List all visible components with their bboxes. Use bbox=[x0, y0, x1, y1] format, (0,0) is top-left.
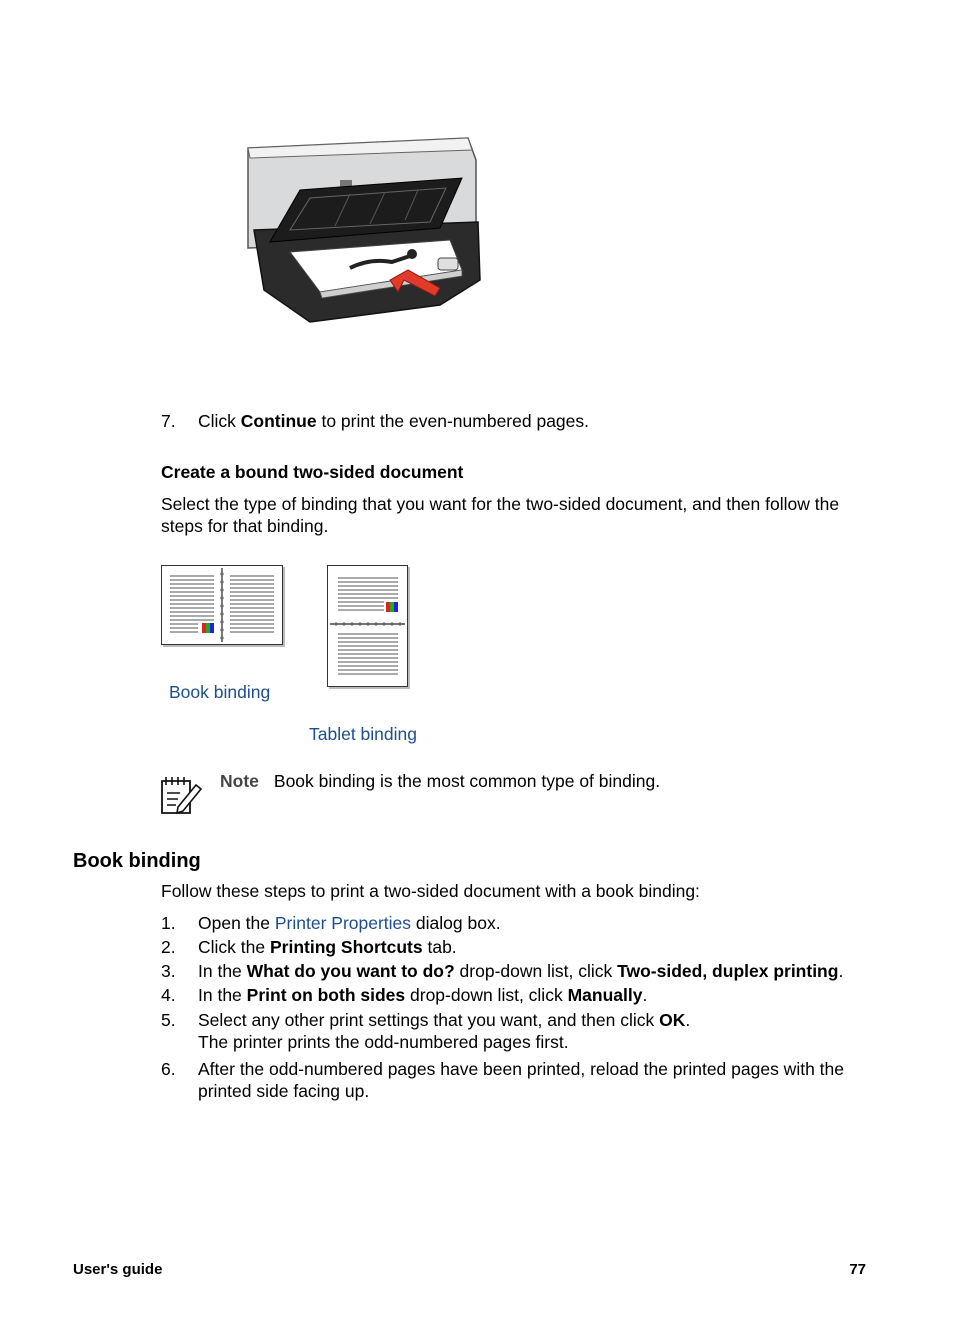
book-binding-link[interactable]: Book binding bbox=[169, 682, 271, 702]
book-binding-thumbnail[interactable] bbox=[161, 565, 283, 645]
note-icon bbox=[158, 773, 204, 817]
note-text bbox=[220, 771, 660, 792]
section-intro-book-binding: Follow these steps to print a two-sided document with a book binding: bbox=[161, 881, 700, 901]
section-intro-bound: Select the type of binding that you want for the two-sided document, and then follow the steps for that binding. bbox=[161, 494, 840, 536]
printer-properties-link[interactable]: Printer Properties bbox=[274, 913, 412, 933]
section-heading-bound: Create a bound two-sided document bbox=[161, 462, 464, 482]
note-body: Book binding is the most common type of binding. bbox=[273, 771, 661, 791]
step-text: Click Continue to print the even-numbered pages. bbox=[198, 411, 590, 431]
footer-page-number: 77 bbox=[849, 1261, 866, 1278]
step-5-subtext: The printer prints the odd-numbered pages first. bbox=[198, 1032, 569, 1052]
step-number: 7. bbox=[161, 411, 176, 431]
tablet-binding-link[interactable]: Tablet binding bbox=[309, 724, 417, 744]
printer-illustration bbox=[240, 130, 490, 330]
footer-guide-title: User's guide bbox=[73, 1261, 163, 1278]
tablet-binding-thumbnail[interactable] bbox=[327, 565, 408, 687]
section-heading-book-binding: Book binding bbox=[73, 850, 201, 872]
note-label: Note bbox=[220, 771, 259, 791]
